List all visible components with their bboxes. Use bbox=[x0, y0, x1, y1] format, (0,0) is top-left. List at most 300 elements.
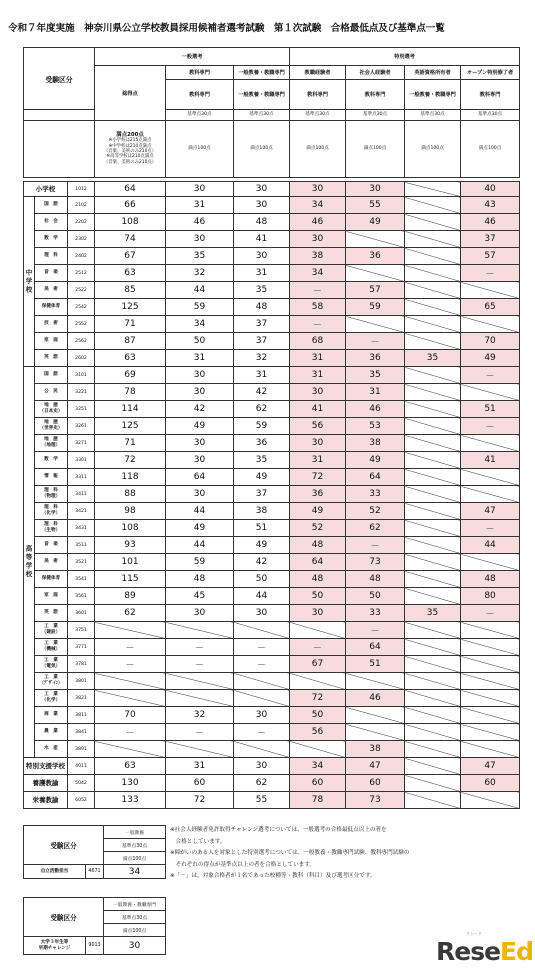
not-applicable-cell bbox=[405, 265, 461, 282]
teacher-exp-score: 30 bbox=[290, 182, 346, 197]
teacher-exp-score: 38 bbox=[290, 248, 346, 265]
t2-col-label: 一般教養 bbox=[104, 826, 166, 839]
subject-code: 2202 bbox=[68, 214, 95, 231]
general-header: 一般選考 bbox=[95, 48, 290, 66]
table-row bbox=[24, 775, 520, 792]
t3-row-label-2: 早期チャレンジ bbox=[38, 945, 71, 951]
social-exp-score: 36 bbox=[346, 350, 405, 367]
total-full-note bbox=[95, 121, 166, 178]
general-subject-score: 50 bbox=[166, 333, 234, 350]
social-exp-score: 33 bbox=[346, 605, 405, 622]
table-row bbox=[24, 520, 520, 537]
subject-code: 3521 bbox=[68, 554, 95, 571]
subject-label-line: 社 会 bbox=[44, 219, 58, 225]
category-label: 栄養教諭 bbox=[24, 792, 68, 809]
subject-label bbox=[35, 333, 68, 350]
base-teacher-exp: 基準点30点 bbox=[290, 110, 346, 121]
social-exp-score: 38 bbox=[346, 741, 405, 758]
table-row bbox=[24, 486, 520, 503]
base-general-subject: 基準点30点 bbox=[166, 110, 234, 121]
full-english-qual: 満点100点 bbox=[405, 121, 461, 178]
subject-label bbox=[35, 418, 68, 435]
not-applicable-cell bbox=[461, 690, 520, 707]
social-exp-score: 73 bbox=[346, 554, 405, 571]
category-header-spacer2 bbox=[24, 121, 95, 178]
general-general-score: － bbox=[234, 639, 290, 656]
not-applicable-cell bbox=[405, 537, 461, 554]
not-applicable-cell bbox=[405, 231, 461, 248]
general-subject-score: 59 bbox=[166, 299, 234, 316]
table-row bbox=[24, 707, 520, 724]
social-exp-score: 57 bbox=[346, 282, 405, 299]
group-label-junior: 中学校 bbox=[24, 197, 35, 367]
footnote-line: 合格としています。 bbox=[170, 838, 226, 845]
subject-label-line: 音 楽 bbox=[44, 542, 58, 548]
not-applicable-cell bbox=[405, 724, 461, 741]
subject-label-line: 技 術 bbox=[44, 321, 58, 327]
not-applicable-cell bbox=[166, 673, 234, 690]
page-title: 令和７年度実施 神奈川県公立学校教員採用候補者選考試験 第１次試験 合格最低点及び基準点一覧 bbox=[8, 23, 445, 34]
not-applicable-cell bbox=[346, 673, 405, 690]
table-row bbox=[24, 503, 520, 520]
independent-activity-table bbox=[23, 825, 166, 879]
category-header: 受験区分 bbox=[24, 48, 95, 110]
general-subject-score: 45 bbox=[166, 588, 234, 605]
total-note-3: ※中学校は210点満点 bbox=[108, 143, 152, 149]
subject-code: 3841 bbox=[68, 724, 95, 741]
not-applicable-cell bbox=[461, 792, 520, 809]
general-general-score: 35 bbox=[234, 282, 290, 299]
not-applicable-cell bbox=[290, 741, 346, 758]
t3-col-label: 一般教養・教職専門 bbox=[104, 898, 166, 911]
general-general-score: 48 bbox=[234, 299, 290, 316]
table-row bbox=[24, 282, 520, 299]
table-row bbox=[24, 214, 520, 231]
teacher-exp-header: 教職経験者 bbox=[290, 66, 346, 80]
teacher-exp-score: 58 bbox=[290, 299, 346, 316]
not-applicable-cell bbox=[346, 707, 405, 724]
not-applicable-cell bbox=[461, 316, 520, 333]
social-exp-score: 35 bbox=[346, 367, 405, 384]
footnote-line: ※「－」は、対象合格者が１名であった校種等・教科（科目）及び選考区分です。 bbox=[170, 873, 376, 880]
subject-label-line: 工 業 bbox=[44, 641, 58, 647]
footnote-line: ※障がいのある人を対象とした特別選考については、一般教養・教職専門試験、教科専門試験の bbox=[170, 850, 410, 857]
subject-label-line: 美 術 bbox=[44, 287, 58, 293]
total-score: 67 bbox=[95, 248, 166, 265]
teacher-exp-score: － bbox=[290, 282, 346, 299]
teacher-exp-score: 36 bbox=[290, 486, 346, 503]
base-english-qual: 基準点30点 bbox=[405, 110, 461, 121]
subject-label bbox=[35, 248, 68, 265]
general-subject-score: 72 bbox=[166, 792, 234, 809]
not-applicable-cell bbox=[461, 384, 520, 401]
not-applicable-cell bbox=[95, 690, 166, 707]
subject-label bbox=[35, 282, 68, 299]
subject-label-line: （世界史） bbox=[39, 426, 63, 431]
general-general-score: 62 bbox=[234, 775, 290, 792]
subject-label bbox=[35, 299, 68, 316]
total-score: 66 bbox=[95, 197, 166, 214]
subject-label-line: 地 歴 bbox=[44, 403, 58, 409]
general-subject-score: 32 bbox=[166, 707, 234, 724]
subject-code: 2522 bbox=[68, 282, 95, 299]
table-row bbox=[24, 537, 520, 554]
subject-label-line: 国 語 bbox=[44, 372, 58, 378]
subject-label bbox=[35, 741, 68, 758]
social-exp-score: 50 bbox=[346, 588, 405, 605]
open-special-score: 37 bbox=[461, 231, 520, 248]
subject-code: 3221 bbox=[68, 384, 95, 401]
general-subject-score: 48 bbox=[166, 571, 234, 588]
subject-label-line: 理 科 bbox=[44, 505, 58, 511]
watermark-accent: Ed bbox=[500, 937, 534, 966]
t3-category-header: 受験区分 bbox=[24, 898, 104, 937]
subject-label-line: 農 業 bbox=[44, 729, 58, 735]
open-special-score: 46 bbox=[461, 214, 520, 231]
subject-label bbox=[35, 639, 68, 656]
table-row bbox=[24, 350, 520, 367]
not-applicable-cell bbox=[405, 452, 461, 469]
general-general-header: 一般教養・教職専門 bbox=[234, 66, 290, 80]
total-score: 63 bbox=[95, 758, 166, 775]
table-row bbox=[24, 724, 520, 741]
general-subject-score: 30 bbox=[166, 231, 234, 248]
open-special-score: 40 bbox=[461, 182, 520, 197]
subject-label-line: 工 業 bbox=[44, 624, 58, 630]
total-score: 108 bbox=[95, 214, 166, 231]
subject-code: 2102 bbox=[68, 197, 95, 214]
general-general-score: 30 bbox=[234, 182, 290, 197]
subject-label-line: 英 語 bbox=[44, 355, 58, 361]
general-general-score: 44 bbox=[234, 588, 290, 605]
not-applicable-cell bbox=[290, 622, 346, 639]
teacher-exp-score: 50 bbox=[290, 707, 346, 724]
not-applicable-cell bbox=[405, 690, 461, 707]
social-exp-score: 62 bbox=[346, 520, 405, 537]
subject-code: 2402 bbox=[68, 248, 95, 265]
category-label: 特別支援学校 bbox=[24, 758, 68, 775]
general-subject-score: － bbox=[166, 724, 234, 741]
general-general-score: 49 bbox=[234, 469, 290, 486]
table-row bbox=[24, 571, 520, 588]
teacher-exp-score: 30 bbox=[290, 605, 346, 622]
open-special-score: 44 bbox=[461, 537, 520, 554]
full-general-subject: 満点100点 bbox=[166, 121, 234, 178]
not-applicable-cell bbox=[461, 486, 520, 503]
teacher-exp-score: 30 bbox=[290, 231, 346, 248]
not-applicable-cell bbox=[461, 435, 520, 452]
teacher-exp-score: 34 bbox=[290, 265, 346, 282]
general-general-score: 31 bbox=[234, 265, 290, 282]
subject-label bbox=[35, 486, 68, 503]
general-subject-score: 32 bbox=[166, 265, 234, 282]
t2-category-header: 受験区分 bbox=[24, 826, 104, 865]
social-exp-score: 46 bbox=[346, 401, 405, 418]
general-subject-header: 教科専門 bbox=[166, 66, 234, 80]
general-general-score: 30 bbox=[234, 605, 290, 622]
table-row bbox=[24, 758, 520, 775]
general-subject-score: 31 bbox=[166, 350, 234, 367]
social-exp-score: 33 bbox=[346, 486, 405, 503]
table-row bbox=[24, 452, 520, 469]
total-score: 130 bbox=[95, 775, 166, 792]
open-special-score: 51 bbox=[461, 401, 520, 418]
t3-row-label-1: 大学３年生等 bbox=[40, 940, 69, 946]
subject-label bbox=[35, 503, 68, 520]
not-applicable-cell bbox=[95, 622, 166, 639]
open-special-score: 65 bbox=[461, 299, 520, 316]
social-exp-score: 49 bbox=[346, 214, 405, 231]
not-applicable-cell bbox=[461, 282, 520, 299]
total-score: 118 bbox=[95, 469, 166, 486]
not-applicable-cell bbox=[234, 673, 290, 690]
not-applicable-cell bbox=[405, 792, 461, 809]
total-score: － bbox=[95, 639, 166, 656]
t3-code: 9013 bbox=[86, 937, 104, 955]
base-social-exp: 基準点30点 bbox=[346, 110, 405, 121]
not-applicable-cell bbox=[461, 741, 520, 758]
table-row bbox=[24, 316, 520, 333]
teacher-exp-score: 31 bbox=[290, 367, 346, 384]
general-subject-score: － bbox=[166, 656, 234, 673]
subject-code: 3101 bbox=[68, 367, 95, 384]
subject-code: 3411 bbox=[68, 486, 95, 503]
total-score: 98 bbox=[95, 503, 166, 520]
total-score: 114 bbox=[95, 401, 166, 418]
general-subject-score: 44 bbox=[166, 503, 234, 520]
not-applicable-cell bbox=[95, 741, 166, 758]
subject-code: 3891 bbox=[68, 741, 95, 758]
watermark-main: Rese bbox=[436, 937, 501, 966]
not-applicable-cell bbox=[405, 214, 461, 231]
not-applicable-cell bbox=[346, 316, 405, 333]
full-social-exp: 満点100点 bbox=[346, 121, 405, 178]
teacher-exp-score: 50 bbox=[290, 588, 346, 605]
total-score: 85 bbox=[95, 282, 166, 299]
subject-code: 3511 bbox=[68, 537, 95, 554]
total-score: 71 bbox=[95, 435, 166, 452]
subject-label bbox=[35, 452, 68, 469]
not-applicable-cell bbox=[461, 554, 520, 571]
subject-label bbox=[35, 384, 68, 401]
teacher-exp-score: 34 bbox=[290, 197, 346, 214]
not-applicable-cell bbox=[234, 622, 290, 639]
total-score: 93 bbox=[95, 537, 166, 554]
subject-code: 3801 bbox=[68, 673, 95, 690]
subject-code: 5042 bbox=[68, 775, 95, 792]
teacher-exp-score: 72 bbox=[290, 469, 346, 486]
social-exp-score: 49 bbox=[346, 452, 405, 469]
subject-label bbox=[35, 265, 68, 282]
social-exp-score: 47 bbox=[346, 758, 405, 775]
open-special-score: 80 bbox=[461, 588, 520, 605]
not-applicable-cell bbox=[461, 622, 520, 639]
teacher-exp-score: － bbox=[290, 316, 346, 333]
subject-label-line: （機械） bbox=[41, 647, 61, 652]
subject-label-line: （化学） bbox=[41, 698, 61, 703]
category-header-spacer bbox=[24, 110, 95, 121]
social-exp-score: 31 bbox=[346, 384, 405, 401]
social-exp-score: 64 bbox=[346, 639, 405, 656]
teacher-exp-score: 31 bbox=[290, 452, 346, 469]
subject-code: 3751 bbox=[68, 622, 95, 639]
english-qual-kind: 一般教養・教職専門 bbox=[405, 80, 461, 110]
t3-value: 30 bbox=[104, 937, 166, 955]
general-general-score: 37 bbox=[234, 333, 290, 350]
subject-label-line: （ﾃﾞｻﾞｲﾝ） bbox=[39, 681, 63, 686]
footnote-line: それぞれの得点が基準点以上の者を合格としています。 bbox=[170, 861, 315, 868]
general-general-score: 30 bbox=[234, 758, 290, 775]
table-row bbox=[24, 333, 520, 350]
not-applicable-cell bbox=[461, 639, 520, 656]
subject-label-line: （生物） bbox=[41, 528, 61, 533]
general-subject-score: 59 bbox=[166, 554, 234, 571]
subject-label bbox=[35, 690, 68, 707]
subject-label-line: 家 庭 bbox=[44, 338, 58, 344]
not-applicable-cell bbox=[405, 656, 461, 673]
subject-label-line: 保健体育 bbox=[41, 304, 61, 310]
social-exp-header: 社会人経験者 bbox=[346, 66, 405, 80]
not-applicable-cell bbox=[405, 707, 461, 724]
open-special-score: － bbox=[461, 418, 520, 435]
not-applicable-cell bbox=[405, 182, 461, 197]
t2-row-label: 自立活動担当 bbox=[24, 865, 86, 879]
general-general-score: 32 bbox=[234, 350, 290, 367]
not-applicable-cell bbox=[405, 639, 461, 656]
teacher-exp-score: 78 bbox=[290, 792, 346, 809]
table-row bbox=[24, 690, 520, 707]
subject-label-line: 水 産 bbox=[44, 746, 58, 752]
total-score: 108 bbox=[95, 520, 166, 537]
general-subject-score: 35 bbox=[166, 248, 234, 265]
subject-code: 3561 bbox=[68, 588, 95, 605]
general-subject-score: 30 bbox=[166, 384, 234, 401]
total-score: 125 bbox=[95, 418, 166, 435]
not-applicable-cell bbox=[405, 520, 461, 537]
social-exp-score: 60 bbox=[346, 775, 405, 792]
social-exp-score: － bbox=[346, 333, 405, 350]
english-qual-header: 英語資格所有者 bbox=[405, 66, 461, 80]
teacher-exp-score: 41 bbox=[290, 401, 346, 418]
subject-label-line: 工 業 bbox=[44, 658, 58, 664]
not-applicable-cell bbox=[405, 248, 461, 265]
not-applicable-cell bbox=[405, 673, 461, 690]
total-score: 89 bbox=[95, 588, 166, 605]
group-label-high: 高等学校 bbox=[24, 367, 35, 758]
general-general-score: 35 bbox=[234, 452, 290, 469]
subject-code: 3821 bbox=[68, 690, 95, 707]
general-subject-score: 44 bbox=[166, 282, 234, 299]
not-applicable-cell bbox=[405, 554, 461, 571]
teacher-exp-score: 48 bbox=[290, 537, 346, 554]
not-applicable-cell bbox=[346, 724, 405, 741]
full-general-general: 満点100点 bbox=[234, 121, 290, 178]
social-exp-score: 59 bbox=[346, 299, 405, 316]
subject-label-line: 数 学 bbox=[44, 457, 58, 463]
subject-code: 2552 bbox=[68, 316, 95, 333]
teacher-exp-score: 56 bbox=[290, 418, 346, 435]
social-exp-score: 46 bbox=[346, 690, 405, 707]
total-score: 70 bbox=[95, 707, 166, 724]
subject-label bbox=[35, 707, 68, 724]
subject-label-line: 保健体育 bbox=[41, 576, 61, 582]
subject-label-line: （建設） bbox=[41, 630, 61, 635]
social-exp-score: 64 bbox=[346, 469, 405, 486]
open-special-score: － bbox=[461, 265, 520, 282]
general-general-score: 51 bbox=[234, 520, 290, 537]
teacher-exp-kind: 教科専門 bbox=[290, 80, 346, 110]
subject-label-line: （日本史） bbox=[39, 409, 63, 414]
not-applicable-cell bbox=[234, 690, 290, 707]
t3-full: 満点100点 bbox=[104, 924, 166, 937]
teacher-exp-score: 60 bbox=[290, 775, 346, 792]
teacher-exp-score: 30 bbox=[290, 435, 346, 452]
not-applicable-cell bbox=[234, 741, 290, 758]
subject-code: 3811 bbox=[68, 707, 95, 724]
general-subject-kind: 教科専門 bbox=[166, 80, 234, 110]
general-general-score: 59 bbox=[234, 418, 290, 435]
subject-code: 3541 bbox=[68, 571, 95, 588]
total-note-5: ※高等学校は210点満点 bbox=[106, 154, 154, 160]
not-applicable-cell bbox=[405, 384, 461, 401]
general-subject-score: 64 bbox=[166, 469, 234, 486]
general-general-score: 37 bbox=[234, 316, 290, 333]
teacher-exp-score: 56 bbox=[290, 724, 346, 741]
subject-label bbox=[35, 197, 68, 214]
subject-label-line: （電気） bbox=[41, 664, 61, 669]
total-note-2: ※小学校は215点満点 bbox=[108, 138, 152, 144]
general-general-score: 36 bbox=[234, 435, 290, 452]
teacher-exp-score: 30 bbox=[290, 384, 346, 401]
subject-label-line: （物理） bbox=[41, 494, 61, 499]
subject-label bbox=[35, 401, 68, 418]
general-subject-score: － bbox=[166, 639, 234, 656]
subject-label bbox=[35, 520, 68, 537]
subject-label bbox=[35, 316, 68, 333]
not-applicable-cell bbox=[405, 486, 461, 503]
not-applicable-cell bbox=[405, 316, 461, 333]
total-score: 125 bbox=[95, 299, 166, 316]
total-score: 72 bbox=[95, 452, 166, 469]
general-general-score: 42 bbox=[234, 384, 290, 401]
social-exp-score: － bbox=[346, 622, 405, 639]
table-row bbox=[24, 418, 520, 435]
subject-label bbox=[35, 231, 68, 248]
t3-base: 基準点30点 bbox=[104, 911, 166, 924]
social-exp-score: 38 bbox=[346, 435, 405, 452]
t2-code: 4671 bbox=[86, 865, 104, 879]
teacher-exp-score: 31 bbox=[290, 350, 346, 367]
social-exp-score: 48 bbox=[346, 571, 405, 588]
total-note-6: （音楽、美術のみ210点） bbox=[103, 159, 157, 165]
subject-label-line: 理 科 bbox=[44, 253, 58, 259]
subject-label-line: 情 報 bbox=[44, 474, 58, 480]
open-special-score: 60 bbox=[461, 775, 520, 792]
not-applicable-cell bbox=[461, 724, 520, 741]
general-subject-score: 30 bbox=[166, 367, 234, 384]
subject-code: 3771 bbox=[68, 639, 95, 656]
subject-label bbox=[35, 435, 68, 452]
footnote-line: ※社会人経験者免許取得チャレンジ選考については、一般選考の合格最低点以上の者を bbox=[170, 827, 387, 833]
general-general-score: 50 bbox=[234, 571, 290, 588]
subject-label-line: 国 語 bbox=[44, 202, 58, 208]
subject-label-line: 地 歴 bbox=[44, 420, 58, 426]
subject-code: 2512 bbox=[68, 265, 95, 282]
subject-label-line: 地 歴 bbox=[44, 437, 58, 443]
subject-label bbox=[35, 469, 68, 486]
base-general-general: 基準点30点 bbox=[234, 110, 290, 121]
teacher-exp-score: 34 bbox=[290, 758, 346, 775]
